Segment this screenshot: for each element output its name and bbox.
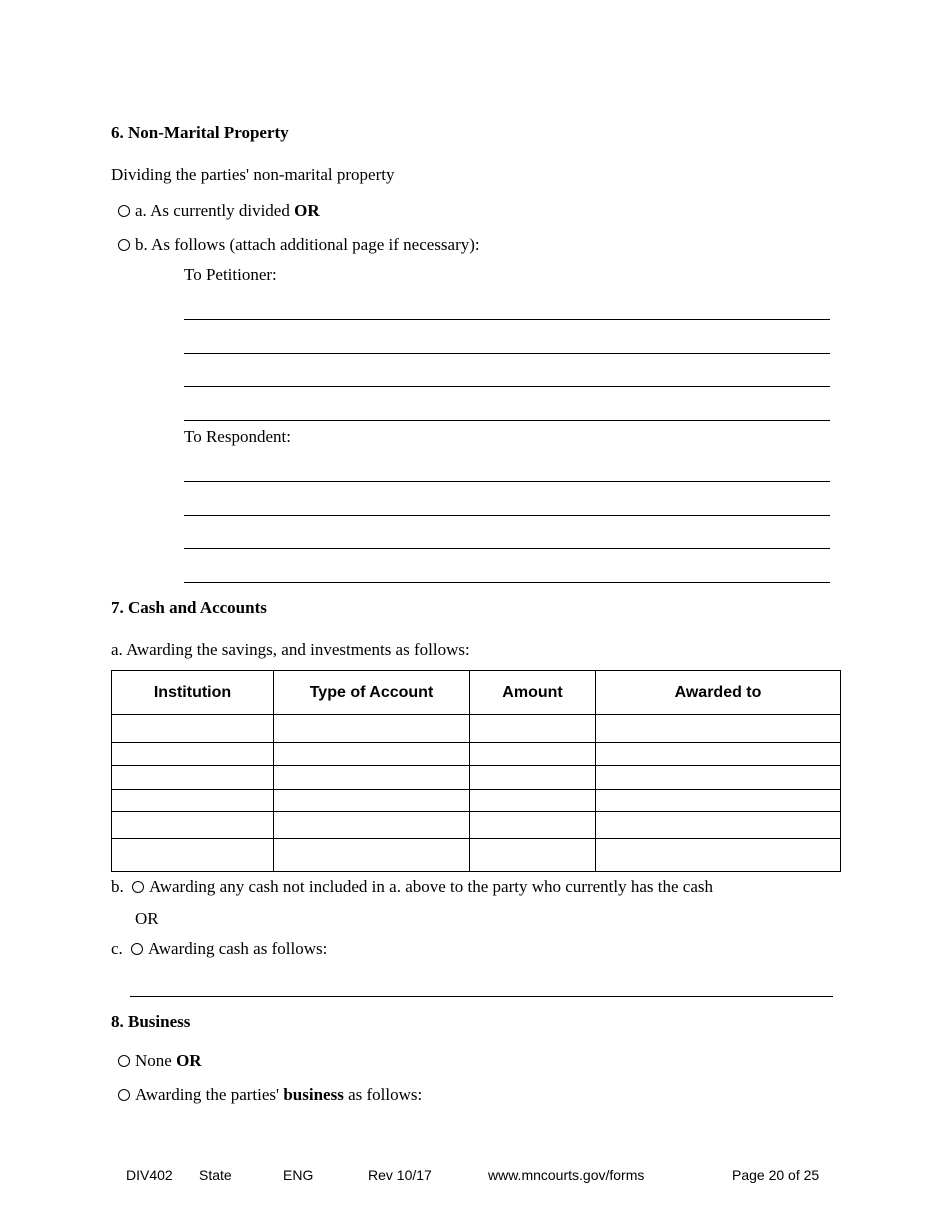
radio-button-icon[interactable] bbox=[118, 239, 130, 251]
none-label: None bbox=[135, 1051, 177, 1070]
table-cell[interactable] bbox=[470, 715, 596, 743]
table-cell[interactable] bbox=[470, 766, 596, 790]
radio-button-icon[interactable] bbox=[118, 1055, 130, 1067]
footer-form-id: DIV402 bbox=[126, 1167, 173, 1183]
table-cell[interactable] bbox=[470, 839, 596, 872]
option-a-label: a. As currently divided bbox=[135, 201, 295, 220]
table-cell[interactable] bbox=[274, 839, 470, 872]
table-row bbox=[112, 812, 841, 839]
section-6-heading: 6. Non-Marital Property bbox=[111, 123, 289, 142]
table-cell[interactable] bbox=[112, 812, 274, 839]
respondent-line-1[interactable] bbox=[184, 481, 830, 482]
none-or: OR bbox=[176, 1051, 202, 1070]
table-row bbox=[112, 839, 841, 872]
radio-button-icon[interactable] bbox=[118, 1089, 130, 1101]
section-7-intro: a. Awarding the savings, and investments as follows: bbox=[111, 640, 470, 659]
cash-line[interactable] bbox=[130, 996, 833, 997]
option-b-label: b. As follows (attach additional page if necessary): bbox=[135, 235, 480, 254]
option-cash-as-follows[interactable] bbox=[111, 939, 327, 959]
option-c-letter: c. bbox=[111, 939, 123, 958]
radio-button-icon[interactable] bbox=[132, 881, 144, 893]
footer-jurisdiction: State bbox=[199, 1167, 232, 1183]
radio-button-icon[interactable] bbox=[118, 205, 130, 217]
section-6-intro: Dividing the parties' non-marital property bbox=[111, 165, 395, 184]
option-b-cash-label: Awarding any cash not included in a. above to the party who currently has the cash bbox=[149, 877, 713, 896]
header-amount: Amount bbox=[470, 671, 596, 715]
table-cell[interactable] bbox=[274, 743, 470, 766]
table-cell[interactable] bbox=[112, 766, 274, 790]
header-institution: Institution bbox=[112, 671, 274, 715]
section-8-heading: 8. Business bbox=[111, 1012, 191, 1031]
option-currently-divided[interactable] bbox=[118, 201, 320, 221]
table-row bbox=[112, 790, 841, 812]
table-cell[interactable] bbox=[596, 812, 841, 839]
table-cell[interactable] bbox=[596, 766, 841, 790]
respondent-line-3[interactable] bbox=[184, 548, 830, 549]
respondent-line-2[interactable] bbox=[184, 515, 830, 516]
option-business-none[interactable] bbox=[118, 1051, 202, 1071]
respondent-label: To Respondent: bbox=[184, 427, 291, 446]
table-cell[interactable] bbox=[596, 743, 841, 766]
table-cell[interactable] bbox=[274, 766, 470, 790]
petitioner-line-3[interactable] bbox=[184, 386, 830, 387]
footer-language: ENG bbox=[283, 1167, 314, 1183]
table-cell[interactable] bbox=[596, 839, 841, 872]
table-cell[interactable] bbox=[112, 839, 274, 872]
or-separator: OR bbox=[135, 909, 159, 928]
footer-revision: Rev 10/17 bbox=[368, 1167, 432, 1183]
table-cell[interactable] bbox=[112, 715, 274, 743]
table-cell[interactable] bbox=[112, 790, 274, 812]
table-cell[interactable] bbox=[274, 715, 470, 743]
radio-button-icon[interactable] bbox=[131, 943, 143, 955]
option-b-letter: b. bbox=[111, 877, 124, 896]
footer-url[interactable]: www.mncourts.gov/forms bbox=[488, 1167, 645, 1183]
option-cash-current-holder[interactable] bbox=[111, 877, 713, 897]
option-a-or: OR bbox=[294, 201, 320, 220]
award-label-business: business bbox=[283, 1085, 344, 1104]
table-row bbox=[112, 766, 841, 790]
table-header-row bbox=[112, 671, 841, 715]
petitioner-line-4[interactable] bbox=[184, 420, 830, 421]
respondent-line-4[interactable] bbox=[184, 582, 830, 583]
option-business-award[interactable] bbox=[118, 1085, 422, 1105]
header-awarded-to: Awarded to bbox=[596, 671, 841, 715]
table-cell[interactable] bbox=[274, 812, 470, 839]
award-label-post: as follows: bbox=[343, 1085, 423, 1104]
table-cell[interactable] bbox=[596, 790, 841, 812]
option-c-cash-label: Awarding cash as follows: bbox=[148, 939, 328, 958]
petitioner-label: To Petitioner: bbox=[184, 265, 277, 284]
header-type-of-account: Type of Account bbox=[274, 671, 470, 715]
table-cell[interactable] bbox=[470, 812, 596, 839]
table-cell[interactable] bbox=[470, 743, 596, 766]
footer-page-number: Page 20 of 25 bbox=[732, 1167, 820, 1183]
table-row bbox=[112, 715, 841, 743]
accounts-table bbox=[111, 670, 841, 872]
table-cell[interactable] bbox=[274, 790, 470, 812]
table-cell[interactable] bbox=[112, 743, 274, 766]
table-cell[interactable] bbox=[470, 790, 596, 812]
section-7-heading: 7. Cash and Accounts bbox=[111, 598, 267, 617]
petitioner-line-1[interactable] bbox=[184, 319, 830, 320]
petitioner-line-2[interactable] bbox=[184, 353, 830, 354]
table-row bbox=[112, 743, 841, 766]
option-as-follows[interactable] bbox=[118, 235, 480, 255]
award-label-pre: Awarding the parties' bbox=[135, 1085, 284, 1104]
table-cell[interactable] bbox=[596, 715, 841, 743]
